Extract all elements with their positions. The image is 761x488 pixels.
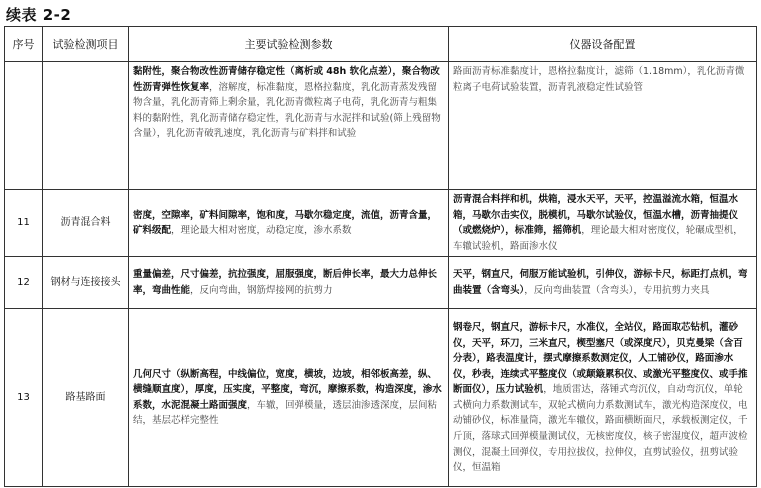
- row-no: [5, 62, 43, 190]
- table-row: [5, 309, 757, 487]
- row-item: 路基路面: [43, 309, 129, 487]
- row-equipment: [449, 62, 757, 190]
- params-other: ，车辙，回弹模量，透层油渗透深度，层间粘结，基层芯样完整性: [133, 399, 438, 427]
- equipment-other: ，地质雷达，落锤式弯沉仪，自动弯沉仪，单轮式横向力系数测试车，双轮式横向力系数测试车，激光构造深度仪，电动铺砂仪，标准量筒，激光车辙仪，路面横断面尺，承载板测定仪，千斤顶，落球式回弹模量测试仪，无核密度仪，核子密湿度仪，超声波检测仪，混凝土回弹仪，专用拉拔仪，拉伸仪，直剪试验仪，扭剪试验仪，恒温箱: [453, 384, 748, 474]
- row-equipment: [449, 257, 757, 309]
- header-params: 主要试验检测参数: [129, 27, 449, 62]
- params-other: ，理论最大相对密度，动稳定度，渗水系数: [171, 225, 352, 237]
- equipment-other: 路面沥青标准黏度计，恩格拉黏度计，滤筛（1.18mm），乳化沥青微粒离子电荷试验装置，沥青乳液稳定性试验管: [453, 66, 745, 93]
- table-row: [5, 62, 757, 190]
- header-item: 试验检测项目: [43, 27, 129, 62]
- row-params: [129, 62, 449, 190]
- row-no: 12: [5, 257, 43, 309]
- row-equipment: [449, 309, 757, 487]
- equipment-other: ，理论最大相对密度仪，轮碾成型机，车辙试验机，路面渗水仪: [453, 225, 743, 252]
- header-no: 序号: [5, 27, 43, 62]
- equipment-key: 沥青混合料拌和机，烘箱，浸水天平，天平，控温溢流水箱，恒温水箱，马歇尔击实仪，脱模机，马歇尔试验仪，恒温水槽，沥青抽提仪（或燃烧炉），标准筛，摇筛机: [453, 194, 739, 237]
- table-caption: 续表 2-2: [6, 6, 72, 24]
- header-equipment: 仪器设备配置: [449, 27, 757, 62]
- params-key: 重量偏差，尺寸偏差，抗拉强度，屈服强度，断后伸长率，最大力总伸长率，弯曲性能: [133, 269, 438, 296]
- row-no: 13: [5, 309, 43, 487]
- table-row: [5, 257, 757, 309]
- equipment-other: ，反向弯曲装置（含弯头），专用抗剪力夹具: [524, 284, 710, 296]
- header-row: [5, 27, 757, 62]
- equipment-table: [4, 26, 757, 487]
- row-equipment: [449, 190, 757, 257]
- params-other: ，溶解度，标准黏度，恩格拉黏度，乳化沥青蒸发残留物含量，乳化沥青筛上剩余量，乳化沥青微粒离子电荷，乳化沥青与粗集料的黏附性，乳化沥青储存稳定性，乳化沥青与水泥拌和试验(筛上残留物含量），乳化沥青破乳速度，乳化沥青与矿料拌和试验: [133, 81, 441, 140]
- row-item: 钢材与连接接头: [43, 257, 129, 309]
- table-row: [5, 190, 757, 257]
- row-params: [129, 309, 449, 487]
- row-item: 沥青混合料: [43, 190, 129, 257]
- params-key: 几何尺寸（纵断高程，中线偏位，宽度，横坡，边坡，相邻板高差，纵、横缝顺直度），厚度，压实度，平整度，弯沉，摩擦系数，构造深度，渗水系数，水泥混凝土路面强度: [133, 368, 442, 411]
- row-item: [43, 62, 129, 190]
- params-key: 黏附性，聚合物改性沥青储存稳定性（离析或 48h 软化点差），聚合物改性沥青弹性恢复率: [133, 66, 440, 93]
- row-no: 11: [5, 190, 43, 257]
- params-key: 密度，空隙率，矿料间隙率，饱和度，马歇尔稳定度，流值，沥青含量，矿料级配: [133, 209, 438, 237]
- equipment-key: 钢卷尺，钢直尺，游标卡尺，水准仪，全站仪，路面取芯钻机，灌砂仪，天平，环刀，三米直尺，楔型塞尺（或深度尺），贝克曼梁（含百分表），路表温度计，摆式摩擦系数测定仪，人工铺砂仪，路面渗水仪，秒表，连续式平整度仪（或颠簸累积仪、或激光平整度仪、或手推断面仪），压力试验机: [453, 321, 748, 396]
- row-params: [129, 257, 449, 309]
- equipment-key: 天平，钢直尺，伺服万能试验机，引伸仪，游标卡尺，标距打点机，弯曲装置（含弯头）: [453, 269, 748, 296]
- params-other: ，反向弯曲，钢筋焊接网的抗剪力: [190, 284, 333, 296]
- row-params: [129, 190, 449, 257]
